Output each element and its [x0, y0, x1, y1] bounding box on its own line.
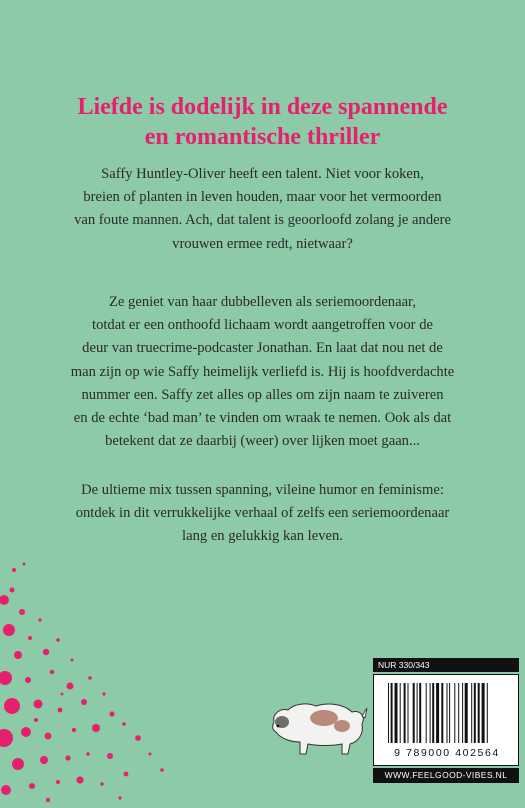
barcode-block	[373, 658, 519, 784]
text-line: en de echte ‘bad man’ te vinden om wraak te nemen. Ook als dat	[73, 410, 452, 427]
nur-code: NUR 330/343	[373, 658, 519, 672]
text-line: betekent dat ze daarbij (weer) over lijken moet gaan...	[105, 433, 420, 450]
blood-splatter-icon	[0, 560, 190, 808]
text-line: deur van truecrime-podcaster Jonathan. En laat dat nou net de	[82, 340, 443, 357]
headline-line: en romantische thriller	[144, 124, 381, 150]
text-line: De ultieme mix tussen spanning, vileine humor en feminisme:	[81, 482, 444, 498]
blurb-paragraph-2	[0, 291, 525, 453]
barcode-icon	[388, 683, 510, 743]
text-line: totdat er een onthoofd lichaam wordt aangetroffen voor de	[92, 317, 433, 334]
text-line: van foute mannen. Ach, dat talent is geoorloofd zolang je andere	[74, 212, 451, 229]
text-line: ontdek in dit verrukkelijke verhaal of zelfs een seriemoordenaar	[75, 505, 450, 522]
blurb-paragraph-3	[0, 479, 525, 549]
headline	[0, 92, 525, 152]
blurb-paragraph-1	[0, 163, 525, 256]
dog-illustration-icon	[268, 688, 368, 758]
text-line: lang en gelukkig kan leven.	[182, 528, 343, 545]
publisher-website: WWW.FEELGOOD-VIBES.NL	[373, 768, 519, 783]
text-line: man zijn op wie Saffy heimelijk verliefd is. Hij is hoofdverdachte	[70, 363, 455, 380]
barcode-panel	[373, 674, 519, 766]
text-line: breien of planten in leven houden, maar voor het vermoorden	[83, 189, 442, 206]
text-line: Ze geniet van haar dubbelleven als seriemoordenaar,	[109, 294, 416, 310]
headline-line: Liefde is dodelijk in deze spannende	[77, 94, 448, 120]
text-line: Saffy Huntley-Oliver heeft een talent. Niet voor koken,	[101, 166, 424, 182]
text-line: vrouwen ermee redt, nietwaar?	[172, 235, 353, 252]
text-line: nummer een. Saffy zet alles op alles om zijn naam te zuiveren	[81, 386, 444, 403]
isbn-number: 9 789000 402564	[394, 747, 500, 759]
